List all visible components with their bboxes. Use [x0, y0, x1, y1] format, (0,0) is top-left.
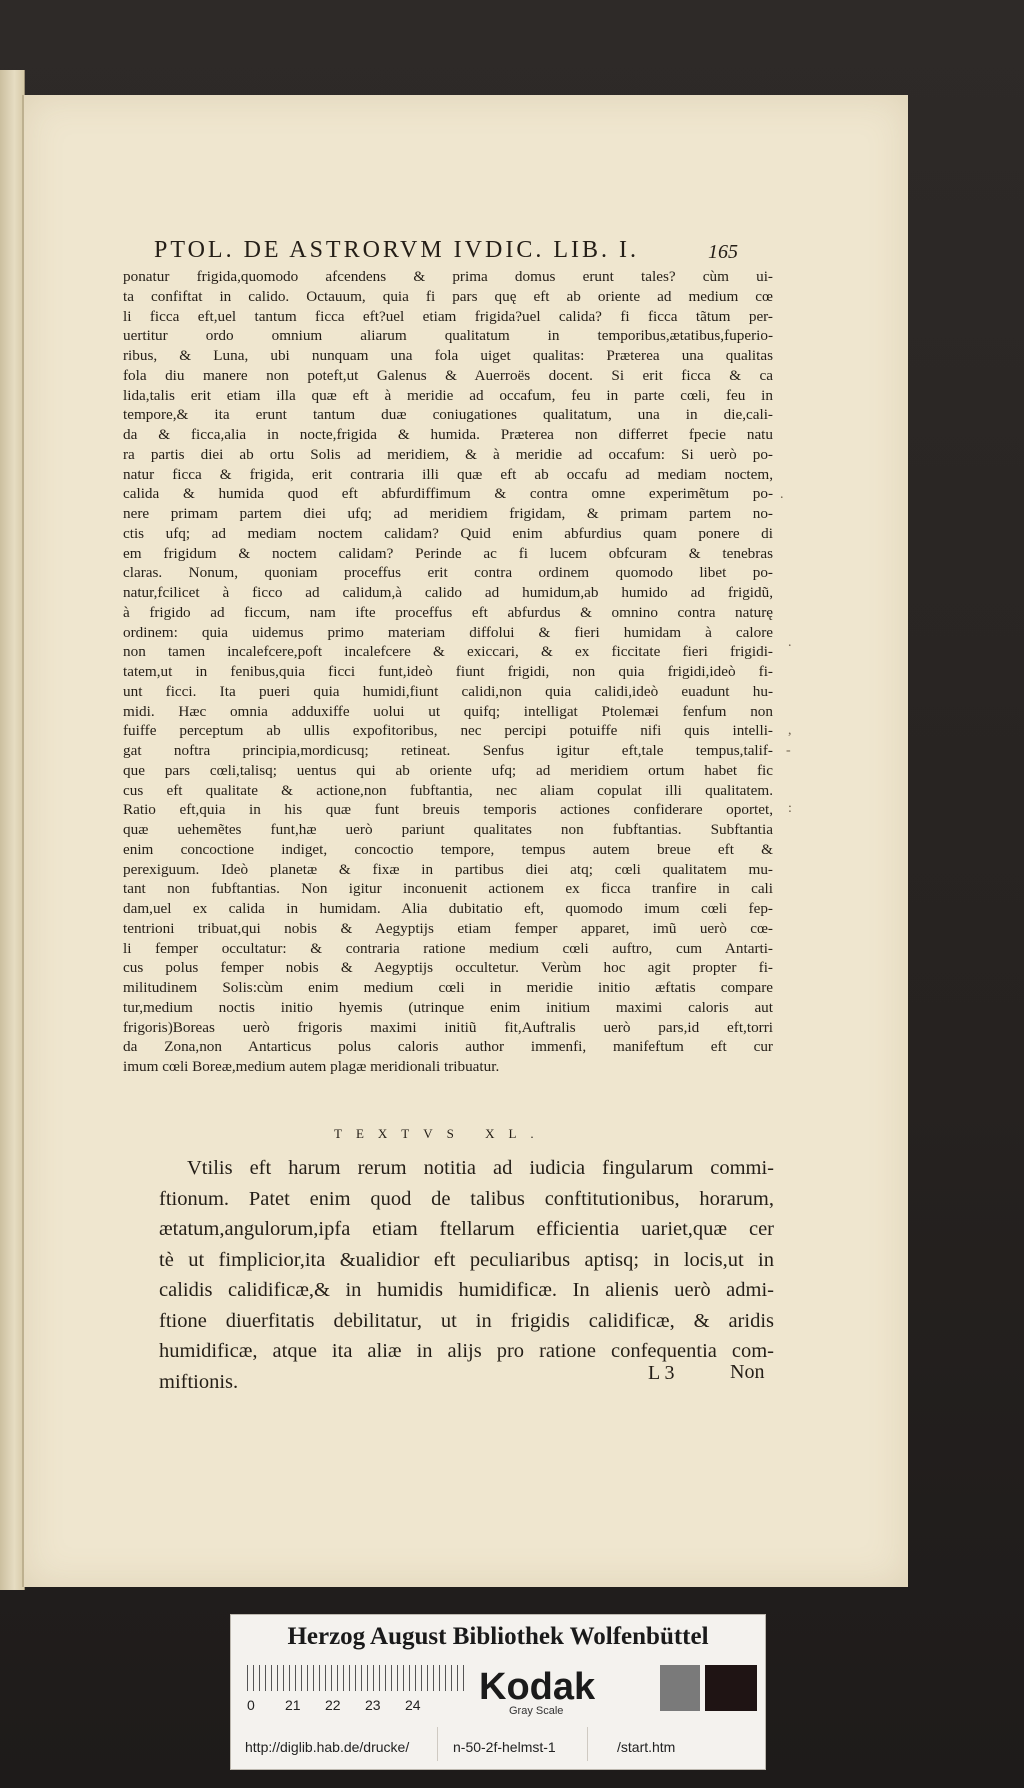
page-content — [24, 95, 908, 1587]
margin-mark: - — [786, 743, 791, 758]
text-line: ribus, & Luna, ubi nunquam una fola uiget qualitas: Præterea una qualitas — [123, 347, 773, 364]
text-line: midi. Hæc omnia adduxiffe uolui ut quifq; intelligat Ptolemæi fenfum non — [123, 702, 773, 720]
text-line: gat noftra principia,mordicusq; retineat. Senfus igitur eft,tale tempus,talif- — [123, 742, 773, 759]
commentary-line: ftione diuerfitatis debilitatur, ut in frigidis calidificæ, & aridis — [159, 1309, 774, 1332]
main-text-block — [123, 267, 773, 1077]
url-base[interactable]: http://diglib.hab.de/drucke/ — [245, 1739, 410, 1755]
text-line: nere primam partem diei ufq; ad meridiem frigidam, & primam partem no- — [123, 505, 773, 522]
text-line: perexiguum. Ideò planetæ & fixæ in partibus diei atq; cœli qualitatem mu- — [123, 860, 773, 878]
text-line: em frigidum & noctem calidam? Perinde ac fi lucem obfcuram & tenebras — [123, 544, 773, 562]
gray-scale-label: Gray Scale — [509, 1705, 564, 1717]
archive-card — [230, 1614, 766, 1770]
text-line: dam,uel ex calida in humidam. Alia dubitatio eft, quomodo imum cœli fep- — [123, 900, 773, 917]
text-line: ctis ufq; ad mediam noctem calidam? Quid enim abfurdius quam ponere di — [123, 524, 773, 542]
catchword: Non — [730, 1361, 765, 1383]
text-line: lida,talis erit etiam illa quæ eft à meridie ad occafum, feu in parte cœli, feu in — [123, 386, 773, 404]
section-heading: TEXTVS XL. — [334, 1126, 548, 1141]
text-line: cus polus femper nobis & Aegyptijs occultetur. Verùm hoc agit propter fi- — [123, 959, 773, 977]
text-line: ra partis diei ab ortu Solis ad meridiem, & à meridie ad occafum: Si uerò po- — [123, 445, 773, 463]
commentary-line: Vtilis eft harum rerum notitia ad iudicia fingularum commi- — [187, 1157, 774, 1179]
text-line: da Zona,non Antarticus polus caloris author immenfi, manifeftum eft cur — [123, 1038, 773, 1056]
text-line: frigoris)Boreas uerò frigoris maximi initiũ fit,Auftralis uerò pars,id eft,torri — [123, 1018, 773, 1036]
text-line: uertitur ordo omnium aliarum qualitatum in temporibus,ætatibus,fuperio- — [123, 327, 773, 345]
text-line: quæ uehemẽtes funt,hæ uerò pariunt qualitates non fubftantias. Subftantia — [123, 821, 773, 838]
text-line: fuiffe perceptum ab ullis expofitoribus, nec percipi potuiffe nifi quis intelli- — [123, 722, 773, 740]
commentary-line: tè ut fimplicior,ita &ualidior eft peculiaribus aptisq; in locis,ut in — [159, 1248, 774, 1271]
commentary-line: calidis calidificæ,& in humidis humidificæ. In alienis uerò admi- — [159, 1279, 774, 1301]
text-line: tentrioni tribuat,qui nobis & Aegyptijs etiam femper apparet, imũ uerò cœ- — [123, 919, 773, 937]
margin-mark: . — [780, 487, 784, 502]
text-line: que pars cœli,talisq; uentus qui ab oriente ufq; ad meridiem ortum habet fic — [123, 761, 773, 779]
text-line: natur,fcilicet à ficco ad calidum,à calido ad humidum,ab humido ad frigidũ, — [123, 584, 773, 601]
book-page — [22, 95, 908, 1587]
text-line: tant non fubftantias. Non igitur inconuenit actionem ex ficca tranfire in cali — [123, 880, 773, 898]
margin-mark: : — [788, 801, 792, 816]
text-line: Ratio eft,quia in his quæ funt breuis temporis actiones confiderare oportet, — [123, 801, 773, 819]
text-line: unt ficci. Ita pueri quia humidi,fiunt calidi,non quia calidi,ideò euadunt hu- — [123, 682, 773, 700]
text-line: ta confiftat in calido. Octauum, quia fi pars quę eft ab oriente ad medium cœ — [123, 287, 773, 305]
text-line: da & ficca,alia in nocte,frigida & humida. Præterea non differret fpecie natu — [123, 426, 773, 443]
text-line: li ficca eft,uel tantum ficca eft?uel etiam frigida?uel calida? fi ficca tãtum per- — [123, 307, 773, 325]
signature-mark: L 3 — [648, 1362, 675, 1384]
margin-mark: , — [788, 723, 792, 738]
text-passage — [159, 1153, 774, 1397]
url-suffix[interactable]: /start.htm — [617, 1739, 676, 1755]
kodak-logo: Kodak — [479, 1666, 596, 1708]
text-line: cus eft qualitate & actione,non fubftantia, nec aliam copulat illi qualitatem. — [123, 781, 773, 799]
gray-swatch — [660, 1665, 700, 1711]
text-line: tempore,& ita erunt tantum duæ coniugationes qualitatum, una in die,cali- — [123, 406, 773, 424]
text-line: à frigido ad ficcum, nam ifte proceffus eft abfurdus & omnino contra naturę — [123, 603, 773, 621]
text-line: natur ficca & frigida, erit contraria illi quæ eft ab occafu ad mediam noctem, — [123, 465, 773, 483]
commentary-line: ftionum. Patet enim quod de talibus conftitutionibus, horarum, — [159, 1187, 774, 1210]
commentary-line: humidificæ, atque ita aliæ in alijs pro ratione confequentia com- — [159, 1340, 774, 1362]
ruler-numbers — [247, 1697, 477, 1715]
ruler-number: 24 — [405, 1697, 421, 1713]
url-id[interactable]: n-50-2f-helmst-1 — [453, 1739, 556, 1755]
text-line: ordinem: quia uidemus primo materiam diffolui & fieri humidam à calore — [123, 623, 773, 641]
text-line: imum cœli Boreæ,medium autem plagæ meridionali tribuatur. — [123, 1058, 500, 1075]
text-line: li femper occultatur: & contraria ratione medium cœli auftro, cum Antarti- — [123, 939, 773, 957]
text-line: militudinem Solis:cùm enim medium cœli in meridie initio æftatis compare — [123, 979, 773, 996]
commentary-line: miftionis. — [159, 1370, 239, 1393]
text-line: fola diu manere non poteft,ut Galenus & Auerroës docent. Si erit ficca & ca — [123, 366, 773, 384]
text-line: claras. Nonum, quoniam proceffus erit contra ordinem quomodo libet po- — [123, 564, 773, 582]
margin-mark: . — [788, 635, 792, 650]
text-line: enim concoctione indiget, concoctio tempore, tempus autem breue eft & — [123, 840, 773, 858]
ruler-number: 23 — [365, 1697, 381, 1713]
text-line: ponatur frigida,quomodo afcendens & prima domus erunt tales? cùm ui- — [123, 268, 773, 285]
ruler-number: 0 — [247, 1697, 255, 1713]
ruler-number: 22 — [325, 1697, 341, 1713]
library-title: Herzog August Bibliothek Wolfenbüttel — [287, 1623, 709, 1650]
ruler-number: 21 — [285, 1697, 301, 1713]
commentary-line: ætatum,angulorum,ipfa etiam ftellarum efficientia uariet,quæ cer — [159, 1218, 774, 1240]
dark-swatch — [705, 1665, 757, 1711]
page-number: 165 — [708, 241, 738, 263]
scale-ruler — [247, 1665, 469, 1691]
running-head-title: PTOL. DE ASTRORVM IVDIC. LIB. I. — [154, 237, 639, 263]
text-line: tur,medium noctis initio hyemis (utrinque enim initium maximi caloris aut — [123, 998, 773, 1016]
running-head — [154, 237, 754, 264]
text-line: tatem,ut in fenibus,quia ficci funt,ideò fiunt frigidi, non quia frigidi,ideò fi- — [123, 663, 773, 680]
text-line: calida & humida quod eft abfurdiffimum & contra omne experimẽtum po- — [123, 485, 773, 503]
text-line: non tamen incalefcere,poft incalefcere & exiccari, & ex ficcitate fieri frigidi- — [123, 643, 773, 661]
